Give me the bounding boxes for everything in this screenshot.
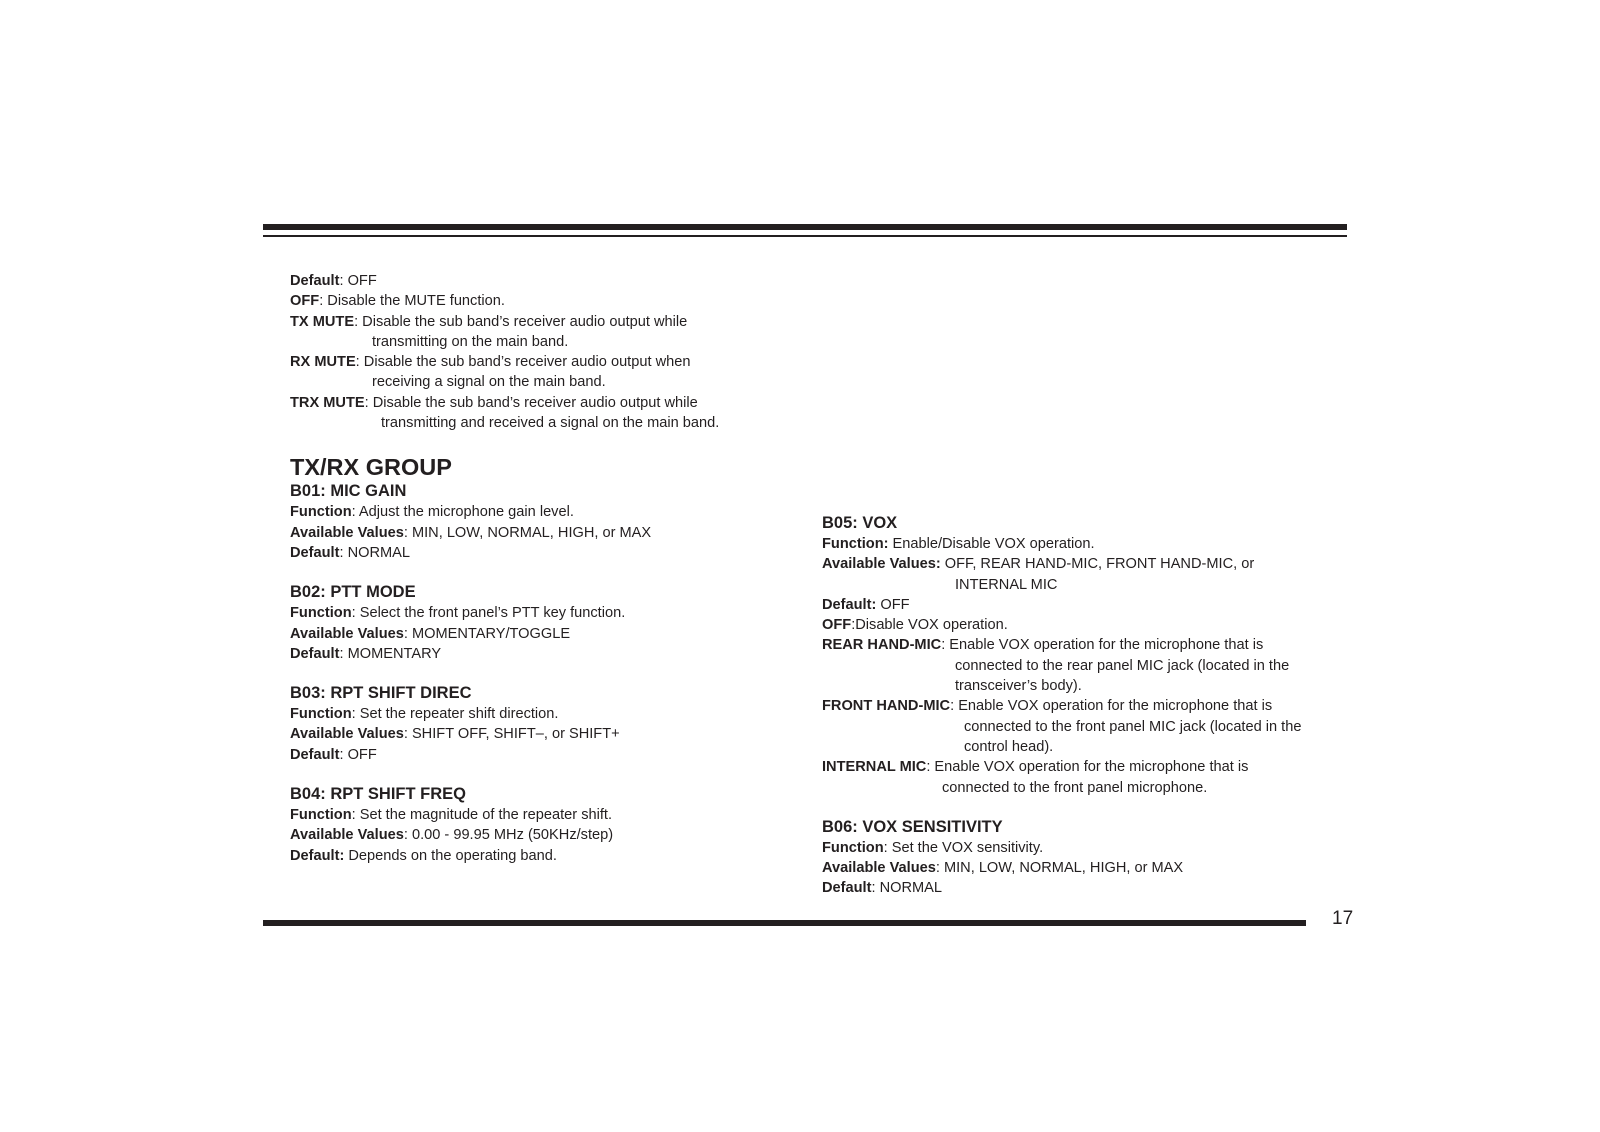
header-rule-thick (263, 224, 1347, 230)
b03-values: Available Values: SHIFT OFF, SHIFT–, or SHIFT+ (290, 726, 620, 743)
tx-mute-line: TX MUTE: Disable the sub band’s receiver audio output while (290, 313, 688, 330)
b04-values: Available Values: 0.00 - 99.95 MHz (50KHz/step) (290, 827, 614, 844)
page-number: 17 (1332, 908, 1354, 929)
mute-default-line: Default: OFF (290, 273, 377, 289)
b06-function: Function: Set the VOX sensitivity. (822, 839, 1044, 856)
b04-default: Default: Depends on the operating band. (290, 847, 557, 864)
rx-mute-line: RX MUTE: Disable the sub band’s receiver audio output when (290, 354, 691, 371)
group-heading: TX/RX GROUP (290, 454, 452, 481)
left-column (290, 271, 790, 866)
b01-default: Default: NORMAL (290, 544, 411, 561)
tx-mute-continuation: transmitting on the main band. (372, 333, 569, 350)
b01-function: Function: Adjust the microphone gain level. (290, 504, 574, 521)
b06-values: Available Values: MIN, LOW, NORMAL, HIGH, or MAX (822, 860, 1184, 877)
rx-mute-continuation: receiving a signal on the main band. (372, 374, 606, 391)
b02-heading: B02: PTT MODE (290, 583, 416, 602)
b05-rear: REAR HAND-MIC: Enable VOX operation for the microphone that is (822, 637, 1264, 654)
b02-default: Default: MOMENTARY (290, 645, 442, 662)
b02-function: Function: Select the front panel’s PTT key function. (290, 605, 626, 622)
header-rule-thin (263, 235, 1347, 237)
b05-internal: INTERNAL MIC: Enable VOX operation for the microphone that is (822, 759, 1249, 776)
b03-heading: B03: RPT SHIFT DIREC (290, 684, 472, 703)
right-column (822, 513, 1342, 899)
b05-default: Default: OFF (822, 596, 910, 613)
footer-rule (263, 920, 1306, 926)
b04-function: Function: Set the magnitude of the repeater shift. (290, 807, 613, 824)
b02-values: Available Values: MOMENTARY/TOGGLE (290, 625, 571, 642)
b05-heading: B05: VOX (822, 514, 898, 532)
b05-front-continuation-1: connected to the front panel MIC jack (located in the (964, 718, 1302, 735)
b03-function: Function: Set the repeater shift direction. (290, 706, 559, 723)
trx-mute-line: TRX MUTE: Disable the sub band’s receiver audio output while (290, 394, 698, 411)
b05-values: Available Values: OFF, REAR HAND-MIC, FRONT HAND-MIC, or (822, 556, 1255, 573)
b06-heading: B06: VOX SENSITIVITY (822, 817, 1003, 836)
b05-rear-continuation-2: transceiver’s body). (955, 678, 1082, 695)
b01-values: Available Values: MIN, LOW, NORMAL, HIGH, or MAX (290, 524, 652, 541)
b05-function: Function: Enable/Disable VOX operation. (822, 536, 1095, 552)
b03-default: Default: OFF (290, 746, 377, 763)
b05-front-continuation-2: control head). (964, 738, 1054, 755)
b05-front: FRONT HAND-MIC: Enable VOX operation for the microphone that is (822, 698, 1273, 715)
b04-heading: B04: RPT SHIFT FREQ (290, 785, 467, 804)
b05-off: OFF:Disable VOX operation. (822, 617, 1008, 634)
mute-off-line: OFF: Disable the MUTE function. (290, 293, 505, 310)
b01-heading: B01: MIC GAIN (290, 482, 407, 501)
b06-default: Default: NORMAL (822, 880, 943, 897)
b05-rear-continuation-1: connected to the rear panel MIC jack (located in the (955, 657, 1290, 674)
b05-values-continuation: INTERNAL MIC (955, 576, 1058, 593)
b05-internal-continuation: connected to the front panel microphone. (942, 779, 1208, 796)
trx-mute-continuation: transmitting and received a signal on the main band. (381, 415, 720, 432)
